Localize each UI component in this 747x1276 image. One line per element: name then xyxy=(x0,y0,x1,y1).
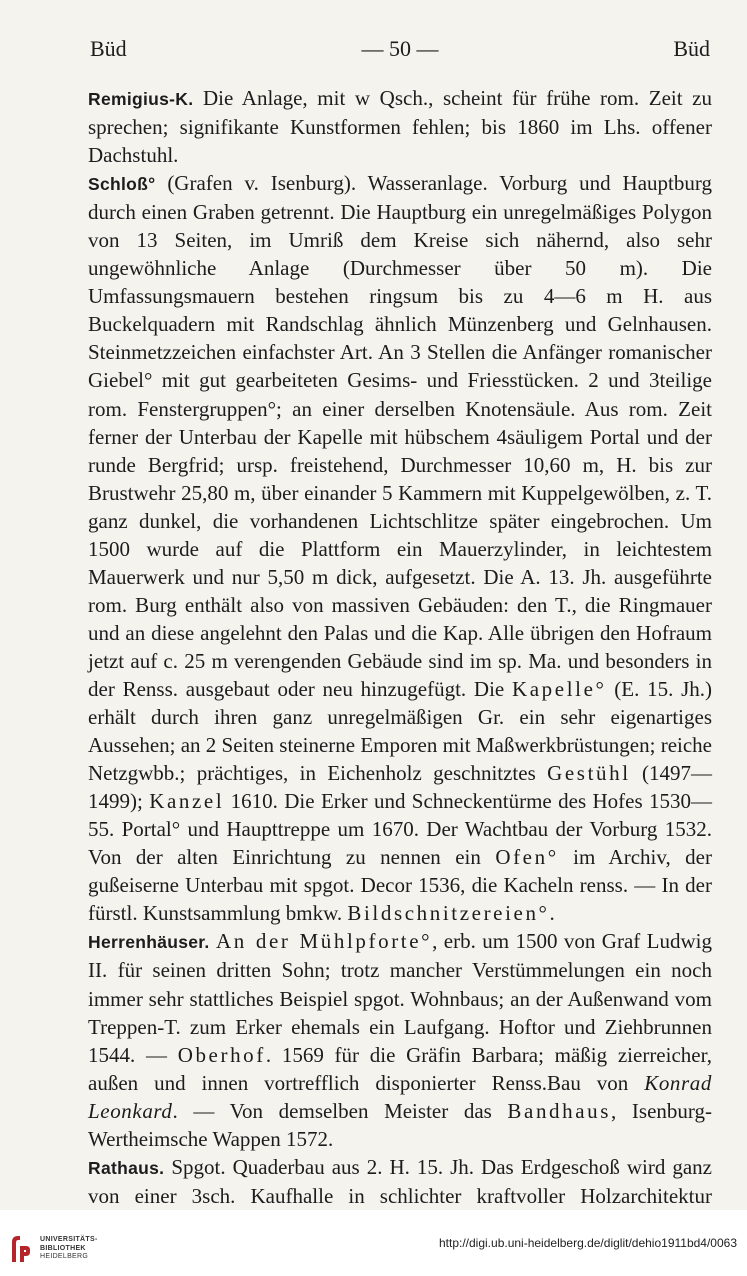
library-emblem-icon xyxy=(8,1234,32,1264)
spaced-term: Oberhof xyxy=(177,1042,266,1067)
header-right: Büd xyxy=(673,36,710,61)
spaced-term: Kapelle° xyxy=(512,676,607,701)
entry-schloss xyxy=(88,169,712,927)
entry-herrenhaeuser xyxy=(88,927,712,1152)
digitization-footer xyxy=(0,1210,747,1276)
entry-text: , erb. um 1500 von Graf Ludwig II. für seinen dritten Sohn; trotz mancher Verstümmelungen ein noch immer sehr stattliches Beispiel spgot. Wohnbaus; an der Außenwand vom Treppen-T. zum Erker ehemals ein Laufgang. Hoftor und Ziehbrunnen 1544. — xyxy=(88,929,713,1067)
source-url-link[interactable]: http://digi.ub.uni-heidelberg.de/diglit/dehio1911bd4/0063 xyxy=(438,1236,737,1250)
lemma: Schloß° xyxy=(88,174,156,195)
lemma: Herrenhäuser. xyxy=(88,932,210,953)
spaced-term: Bildschnitzereien° xyxy=(347,901,550,926)
logo-line: UNIVERSITÄTS- xyxy=(40,1236,98,1243)
running-header xyxy=(90,36,710,70)
spaced-term: Bandhaus xyxy=(507,1098,612,1123)
entry-text: 1610. Die Erker und Schneckentürme des Hofes 1530—55. Portal° und Haupttreppe um 1670. Der Wachtbau der Vorburg 1532. Von der alten Einrichtung zu nennen ein xyxy=(88,789,713,870)
entry-remigius xyxy=(88,84,712,169)
entry-text: (E. 15. Jh.) erhält durch ihren ganz unregelmäßigen Gr. ein sehr eigenartiges Aussehen; an 2 Seiten steinerne Emporen mit Maßwerkbrüstungen; reiche Netzgwbb.; prächtiges, in Eichenholz geschnitztes xyxy=(88,676,712,786)
italic-name: Konrad Leonkard xyxy=(88,1070,712,1123)
spaced-term: Ofen° xyxy=(495,845,559,870)
spaced-term: Gestühl xyxy=(547,761,631,786)
spaced-term: An der Mühlpforte° xyxy=(216,929,433,954)
lemma: Rathaus. xyxy=(88,1157,165,1178)
entry-text: . xyxy=(549,901,555,926)
entry-text: (1497—1499); xyxy=(88,761,712,814)
entry-text: . — Von demselben Meister das xyxy=(172,1098,508,1123)
page-number: — 50 — xyxy=(361,36,439,61)
entry-text: . 1569 für die Gräfin Barbara; mäßig zierreicher, außen und innen vortrefflich disponierter Renss.Bau von xyxy=(88,1042,713,1095)
entry-text: im Archiv, der gußeiserne Unterbau mit spgot. Decor 1536, die Kacheln renss. — In der fürstl. Kunstsammlung bmkw. xyxy=(88,845,712,926)
spaced-term: Kanzel xyxy=(149,789,225,814)
lemma: Remigius-K. xyxy=(88,89,194,109)
entry-text: , Isenburg-Wertheimsche Wappen 1572. xyxy=(88,1098,712,1151)
logo-line: BIBLIOTHEK xyxy=(40,1244,86,1252)
page-body xyxy=(88,84,712,1238)
logo-line: HEIDELBERG xyxy=(40,1253,89,1260)
entry-text: Spgot. Quaderbau aus 2. H. 15. Jh. Das Erdgeschoß wird ganz von einer 3sch. Kaufhalle in schlichter kraftvoller Holzarchitektur xyxy=(88,1154,712,1208)
library-name xyxy=(40,1236,98,1262)
entry-text: (Grafen v. Isenburg). Wasseranlage. Vorburg und Hauptburg durch einen Graben getrennt. Die Hauptburg ein unregelmäßiges Polygon von 13 Seiten, im Umriß dem Kreise sich nähernd, also sehr ungewöhnliche Anlage (Durchmesser über 50 m). Die Umfassungsmauern bestehen ringsum bis zu 4—6 m H. aus Buckelquadern mit Randschlag ähnlich Münzenberg und Gelnhausen. Steinmetzzeichen einfachster Art. An 3 Stellen die Anfänger romanischer Giebel° mit gut gearbeiteten Gesims- und Friesstücken. 2 und 3teilige rom. Fenstergruppen°; an einer derselben Knotensäule. Aus rom. Zeit ferner der Unterbau der Kapelle mit hübschem 4säuligem Portal und der runde Bergfrid; ursp. freistehend, Durchmesser 10,60 m, H. bis zur Brustwehr 25,80 m, über einander 5 Kammern mit Kuppelgewölben, z. T. ganz dunkel, die vorhandenen Lichtschlitze später eingebrochen. Um 1500 wurde auf die Plattform ein Mauerzylinder, in leichtestem Mauerwerk und nur 5,50 m dick, aufgesetzt. Die A. 13. Jh. ausgeführte rom. Burg enthält also von massiven Gebäuden: den T., die Ringmauer und an diese angelehnt den Palas und die Kap. Alle übrigen den Hofraum jetzt auf c. 25 m verengenden Gebäude sind im sp. Ma. und besonders in der Renss. ausgebaut oder neu hinzugefügt. Die xyxy=(88,171,712,701)
library-logo[interactable] xyxy=(8,1230,168,1270)
entry-text: Die Anlage, mit w Qsch., scheint für frühe rom. Zeit zu sprechen; signifikante Kunstformen fehlen; bis 1860 im Lhs. offener Dachstuhl. xyxy=(88,86,712,168)
header-left: Büd xyxy=(90,36,127,61)
